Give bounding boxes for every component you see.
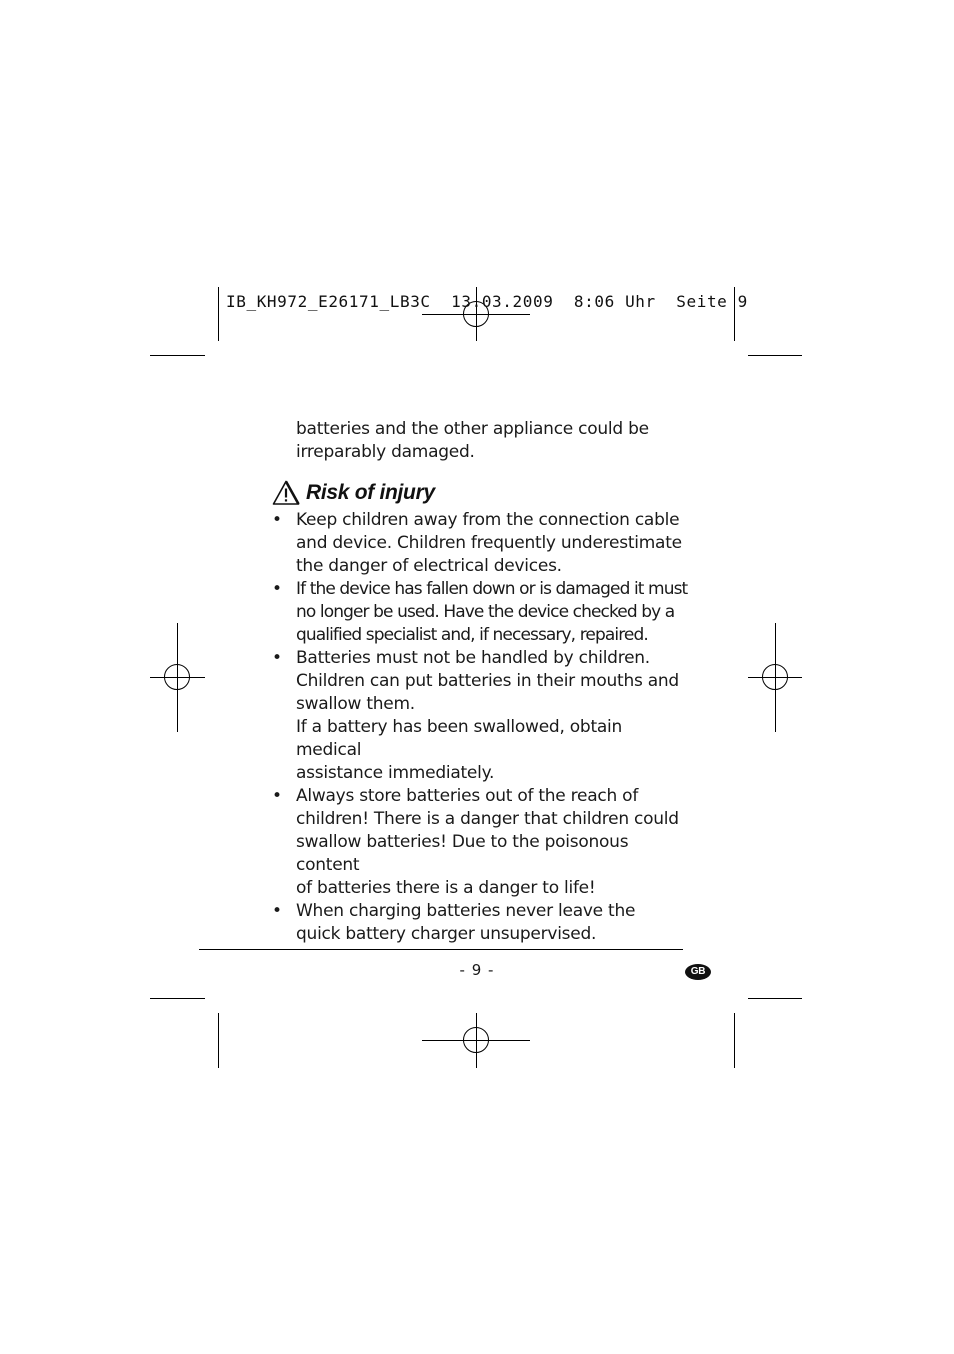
list-item (272, 900, 692, 946)
list-item (272, 509, 692, 578)
list-item-line: no longer be used. Have the device checked by a (296, 602, 675, 622)
list-item-line: Children can put batteries in their mouths and (296, 671, 679, 691)
list-item-line: quick battery charger unsupervised. (296, 924, 597, 944)
bullet: • (272, 648, 282, 668)
footer-rule (199, 949, 683, 950)
list-item-line: of batteries there is a danger to life! (296, 878, 596, 898)
crop-mark-top-right-h (748, 355, 802, 356)
list-item-line: qualified specialist and, if necessary, repaired. (296, 625, 648, 645)
registration-bottom-circle (463, 1027, 489, 1053)
list-item-line: Keep children away from the connection cable (296, 510, 680, 530)
list-item-line: Batteries must not be handled by children. (296, 648, 650, 668)
section-heading (272, 480, 435, 506)
bullet: • (272, 786, 282, 806)
list-item (272, 785, 692, 900)
intro-paragraph (296, 418, 696, 464)
bullet: • (272, 901, 282, 921)
crop-mark-bottom-right-v (734, 1013, 735, 1068)
page-number: - 9 - (459, 961, 495, 979)
warning-triangle-icon (272, 480, 300, 506)
list-item-line: When charging batteries never leave the (296, 901, 636, 921)
print-slug: IB_KH972_E26171_LB3C 13.03.2009 8:06 Uhr Seite 9 (226, 292, 748, 311)
list-item-line: the danger of electrical devices. (296, 556, 562, 576)
crop-mark-bottom-left-v (218, 1013, 219, 1068)
list-item-line: swallow batteries! Due to the poisonous content (296, 832, 629, 875)
crop-mark-bottom-left-h (150, 998, 205, 999)
list-item-line: and device. Children frequently underestimate (296, 533, 682, 553)
list-item (272, 647, 692, 785)
crop-mark-top-left-h (150, 355, 205, 356)
safety-list (272, 509, 692, 946)
bullet: • (272, 510, 282, 530)
intro-line: irreparably damaged. (296, 442, 475, 462)
registration-right-circle (762, 664, 788, 690)
list-item-line: Always store batteries out of the reach of (296, 786, 639, 806)
list-item-line: assistance immediately. (296, 763, 495, 783)
crop-mark-bottom-right-h (748, 998, 802, 999)
intro-line: batteries and the other appliance could be (296, 419, 649, 439)
registration-left-circle (164, 664, 190, 690)
list-item-line: If a battery has been swallowed, obtain medical (296, 717, 623, 760)
list-item (272, 578, 692, 647)
list-item-line: children! There is a danger that children could (296, 809, 679, 829)
section-title: Risk of injury (306, 481, 435, 504)
list-item-line: swallow them. (296, 694, 415, 714)
language-badge: GB (685, 964, 711, 980)
bullet: • (272, 579, 282, 599)
crop-mark-top-left-v (218, 287, 219, 341)
list-item-line: If the device has fallen down or is damaged it must (296, 579, 688, 599)
